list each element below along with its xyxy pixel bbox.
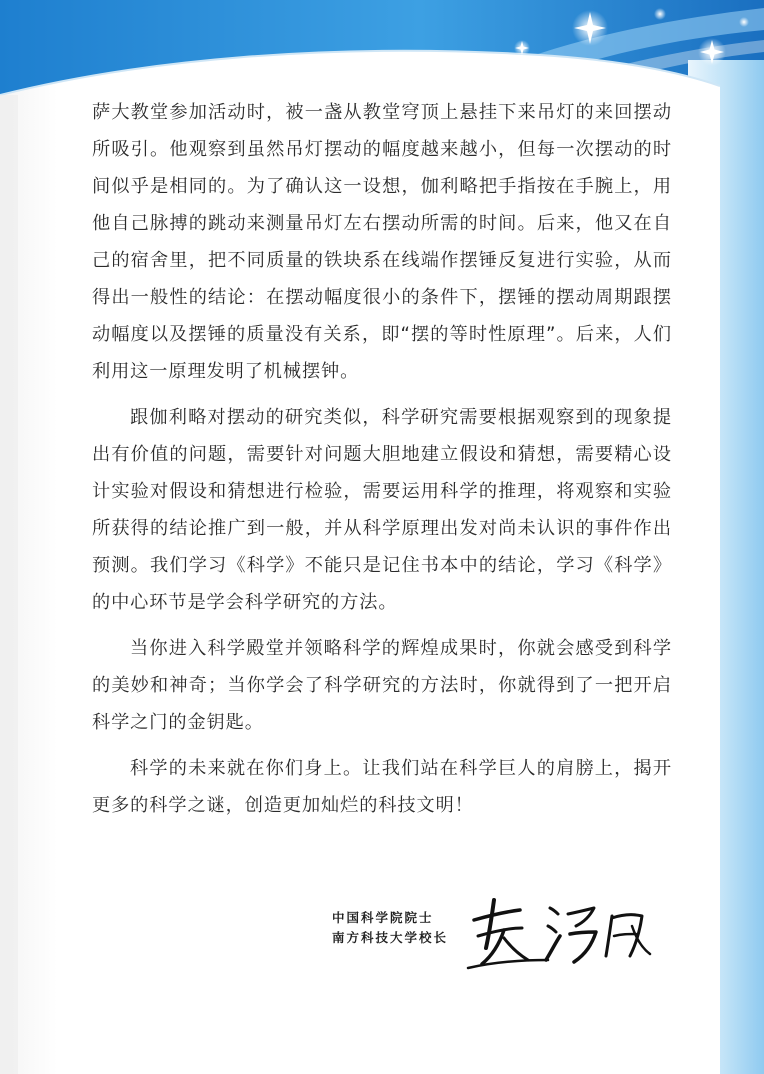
paragraph-2: 跟伽利略对摆动的研究类似，科学研究需要根据观察到的现象提出有价值的问题，需要针对问题大胆地建立假设和猜想，需要精心设计实验对假设和猜想进行检验，需要运用科学的推理，将观察和实验所获得的结论推广到一般，并从科学原理出发对尚未认识的事件作出预测。我们学习《科学》不能只是记住书本中的结论，学习《科学》的中心环节是学会科学研究的方法。 — [92, 407, 672, 613]
paragraph-4: 科学的未来就在你们身上。让我们站在科学巨人的肩膀上，揭开更多的科学之谜，创造更加灿烂的科技文明！ — [92, 758, 672, 816]
page-curl-shade — [0, 95, 18, 1074]
signer-title-academician: 中国科学院院士 — [332, 910, 434, 925]
article-body — [92, 94, 672, 833]
signature-block — [332, 900, 672, 990]
signer-title-president: 南方科技大学校长 — [332, 930, 449, 945]
paragraph-3: 当你进入科学殿堂并领略科学的辉煌成果时，你就会感受到科学的美妙和神奇；当你学会了科学研究的方法时，你就得到了一把开启科学之门的金钥匙。 — [92, 638, 672, 733]
handwritten-signature — [464, 886, 654, 976]
paragraph-1: 萨大教堂参加活动时，被一盏从教堂穹顶上悬挂下来吊灯的来回摆动所吸引。他观察到虽然吊灯摆动的幅度越来越小，但每一次摆动的时间似乎是相同的。为了确认这一设想，伽利略把手指按在手腕上，用他自己脉搏的跳动来测量吊灯左右摆动所需的时间。后来，他又在自己的宿舍里，把不同质量的铁块系在线端作摆锤反复进行实验，从而得出一般性的结论：在摆动幅度很小的条件下，摆锤的摆动周期跟摆动幅度以及摆锤的质量没有关系，即“摆的等时性原理”。后来，人们利用这一原理发明了机械摆钟。 — [92, 102, 672, 382]
